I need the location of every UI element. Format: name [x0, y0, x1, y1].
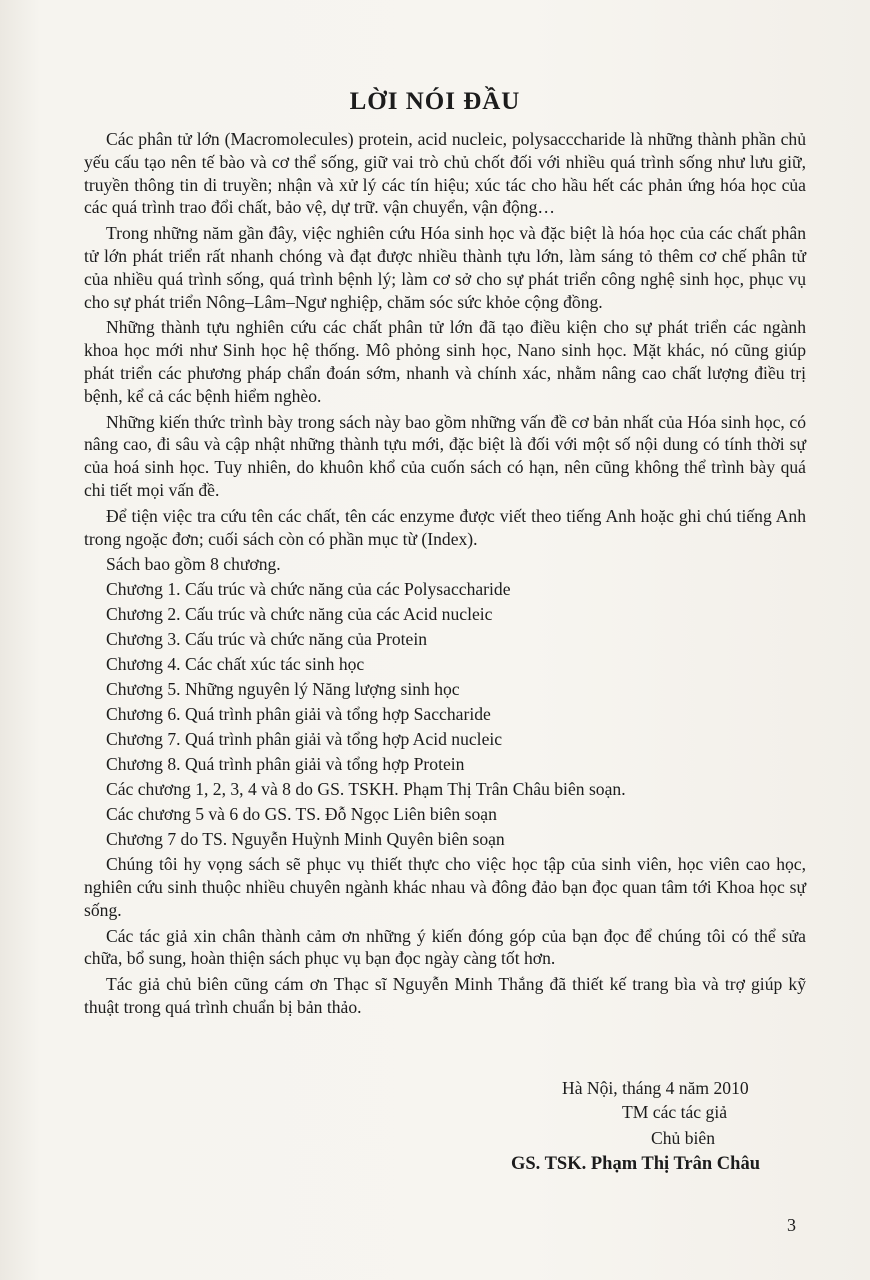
paragraph: Chúng tôi hy vọng sách sẽ phục vụ thiết thực cho việc học tập của sinh viên, học viên cao học, nghiên cứu sinh thuộc nhiều chuyên ngành khác nhau và đông đảo bạn đọc quan tâm tới Khoa học sự sống.: [84, 854, 806, 920]
chapter-item: Chương 6. Quá trình phân giải và tổng hợp Saccharide: [106, 704, 491, 725]
chapter-item: Chương 1. Cấu trúc và chức năng của các Polysaccharide: [106, 579, 511, 600]
paragraph: Để tiện việc tra cứu tên các chất, tên các enzyme được viết theo tiếng Anh hoặc ghi chú tiếng Anh trong ngoặc đơn; cuối sách còn có phần mục từ (Index).: [84, 505, 806, 549]
chapter-item: Chương 2. Cấu trúc và chức năng của các Acid nucleic: [106, 604, 493, 625]
author-credit: Các chương 5 và 6 do GS. TS. Đỗ Ngọc Liên biên soạn: [106, 804, 497, 825]
page-number: 3: [787, 1215, 796, 1235]
signoff-role: Chủ biên: [651, 1128, 716, 1148]
preface-body: [84, 128, 806, 1022]
chapter-item: Chương 8. Quá trình phân giải và tổng hợp Protein: [106, 754, 465, 775]
paragraph: Những thành tựu nghiên cứu các chất phân tử lớn đã tạo điều kiện cho sự phát triển các ngành khoa học mới như Sinh học hệ thống. Mô phỏng sinh học, Nano sinh học. Mặt khác, nó cũng giúp phát triển các phương pháp chẩn đoán sớm, nhanh và chính xác, nhằm nâng cao chất lượng điều trị bệnh, kể cả các bệnh hiểm nghèo.: [84, 317, 806, 406]
page-title: LỜI NÓI ĐẦU: [349, 88, 521, 115]
paragraph: Tác giả chủ biên cũng cám ơn Thạc sĩ Nguyễn Minh Thắng đã thiết kế trang bìa và trợ giúp kỹ thuật trong quá trình chuẩn bị bản thảo.: [84, 974, 806, 1017]
signoff-name: GS. TSK. Phạm Thị Trân Châu: [511, 1154, 760, 1174]
chapter-item: Chương 7. Quá trình phân giải và tổng hợp Acid nucleic: [106, 729, 503, 750]
author-credit: Các chương 1, 2, 3, 4 và 8 do GS. TSKH. Phạm Thị Trân Châu biên soạn.: [106, 779, 626, 800]
chapter-item: Chương 5. Những nguyên lý Năng lượng sinh học: [106, 679, 460, 700]
chapter-item: Chương 3. Cấu trúc và chức năng của Protein: [106, 629, 428, 650]
list-item: Sách bao gồm 8 chương.: [106, 554, 281, 575]
paragraph: Các tác giả xin chân thành cảm ơn những ý kiến đóng góp của bạn đọc để chúng tôi có thể sửa chữa, bổ sung, hoàn thiện sách phục vụ bạn đọc ngày càng tốt hơn.: [84, 925, 806, 969]
signoff-on-behalf: TM các tác giả: [622, 1102, 728, 1122]
paragraph: Các phân tử lớn (Macromolecules) protein, acid nucleic, polysacccharide là những thành phần chủ yếu cấu tạo nên tế bào và cơ thể sống, giữ vai trò chủ chốt đối với nhiều quá trình sống như lưu giữ, truyền thông tin di truyền; nhận và xử lý các tín hiệu; xúc tác cho hầu hết các phản ứng hóa học của các quá trình trao đổi chất, bảo vệ, dự trữ. vận chuyển, vận động…: [84, 129, 806, 218]
author-credit: Chương 7 do TS. Nguyễn Huỳnh Minh Quyên biên soạn: [106, 829, 505, 850]
paragraph: Những kiến thức trình bày trong sách này bao gồm những vấn đề cơ bản nhất của Hóa sinh học, có nâng cao, đi sâu và cập nhật những thành tựu mới, đặc biệt là đối với một số nội dung có tính thời sự của hoá sinh học. Tuy nhiên, do khuôn khổ của cuốn sách có hạn, nên cũng không thể trình bày quá chi tiết mọi vấn đề.: [84, 411, 806, 500]
paragraph: Trong những năm gần đây, việc nghiên cứu Hóa sinh học và đặc biệt là hóa học của các chất phân tử lớn phát triển rất nhanh chóng và đạt được nhiều thành tựu lớn, làm sáng tỏ thêm cơ chế phân tử của nhiều quá trình sống, quá trình bệnh lý; làm cơ sở cho sự phát triển công nghệ sinh học, phục vụ cho sự phát triển Nông–Lâm–Ngư nghiệp, chăm sóc sức khỏe cộng đồng.: [84, 223, 806, 312]
signoff-place-date: Hà Nội, tháng 4 năm 2010: [562, 1078, 749, 1098]
chapter-item: Chương 4. Các chất xúc tác sinh học: [106, 654, 365, 675]
